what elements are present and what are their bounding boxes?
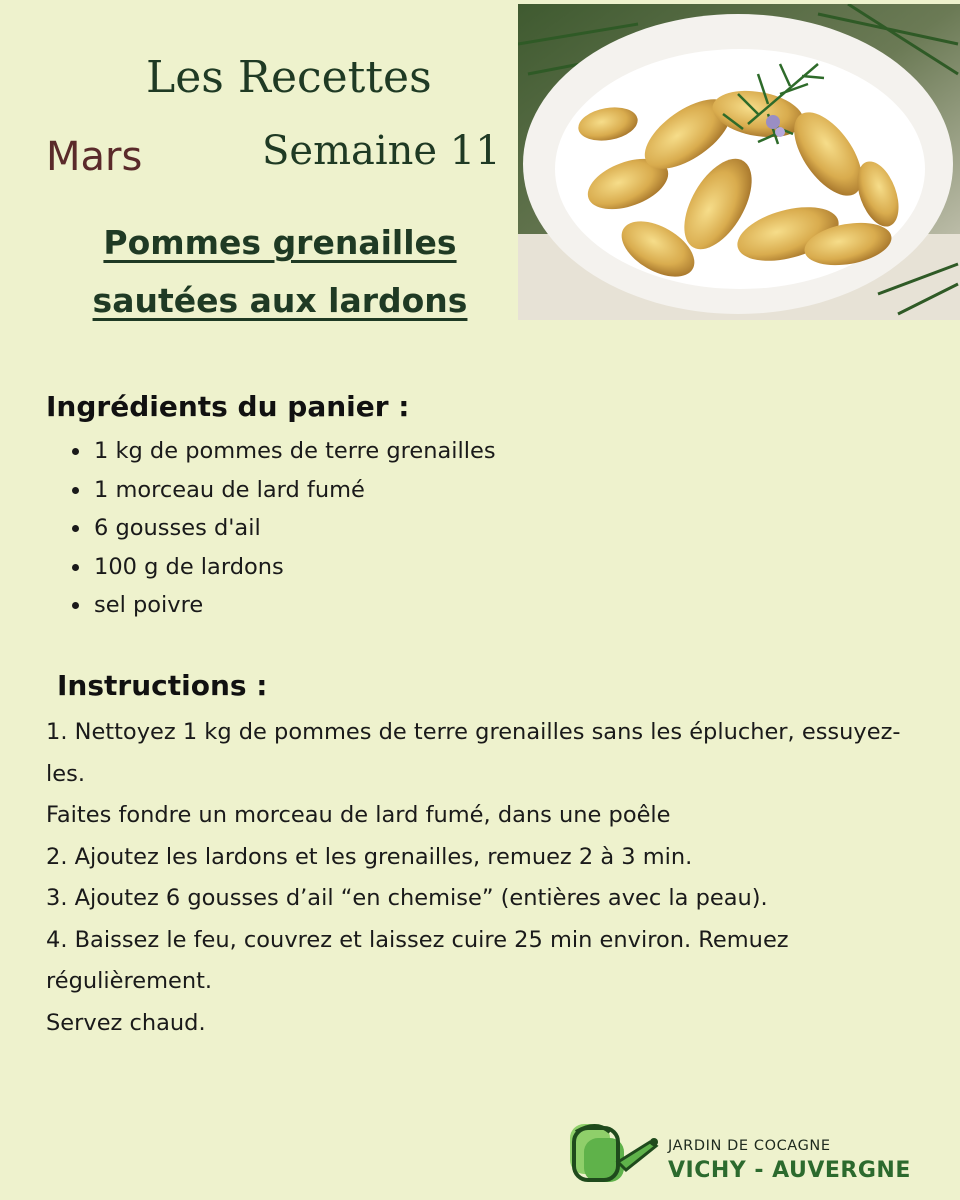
recipe-title-line-2: sautées aux lardons [92,281,468,320]
instruction-step: 3. Ajoutez 6 gousses d’ail “en chemise” (entières avec la peau). [46,885,768,911]
list-item: • 1 morceau de lard fumé [92,471,496,510]
organization-logo [566,1118,946,1188]
recipe-photo [518,4,960,320]
list-item: • 6 gousses d'ail [92,509,496,548]
month-label: Mars [46,134,143,180]
instruction-step: 4. Baissez le feu, couvrez et laissez cuire 25 min environ. Remuez régulièrement. [46,926,789,994]
recipe-title-line-1: Pommes grenailles [103,223,457,262]
week-label: Semaine 11 [262,128,501,174]
organization-location: VICHY - AUVERGNE [668,1158,911,1183]
ingredients-heading: Ingrédients du panier : [46,390,410,423]
organization-name: JARDIN DE COCAGNE [668,1138,831,1154]
list-item: • 1 kg de pommes de terre grenailles [92,432,496,471]
recipe-title [40,214,520,330]
series-title: Les Recettes [146,52,432,103]
ingredients-list [68,432,496,625]
instruction-step: Servez chaud. [46,1009,206,1036]
instructions-heading: Instructions : [57,669,268,702]
instruction-step: 1. Nettoyez 1 kg de pommes de terre grenailles sans les éplucher, essuyez-les. [46,719,901,787]
watering-can-icon [566,1118,660,1188]
instructions-body [46,712,926,1044]
list-item: • 100 g de lardons [92,548,496,587]
list-item: • sel poivre [92,586,496,625]
instruction-step: 2. Ajoutez les lardons et les grenailles, remuez 2 à 3 min. [46,843,693,870]
instruction-step: Faites fondre un morceau de lard fumé, dans une poêle [46,802,671,828]
